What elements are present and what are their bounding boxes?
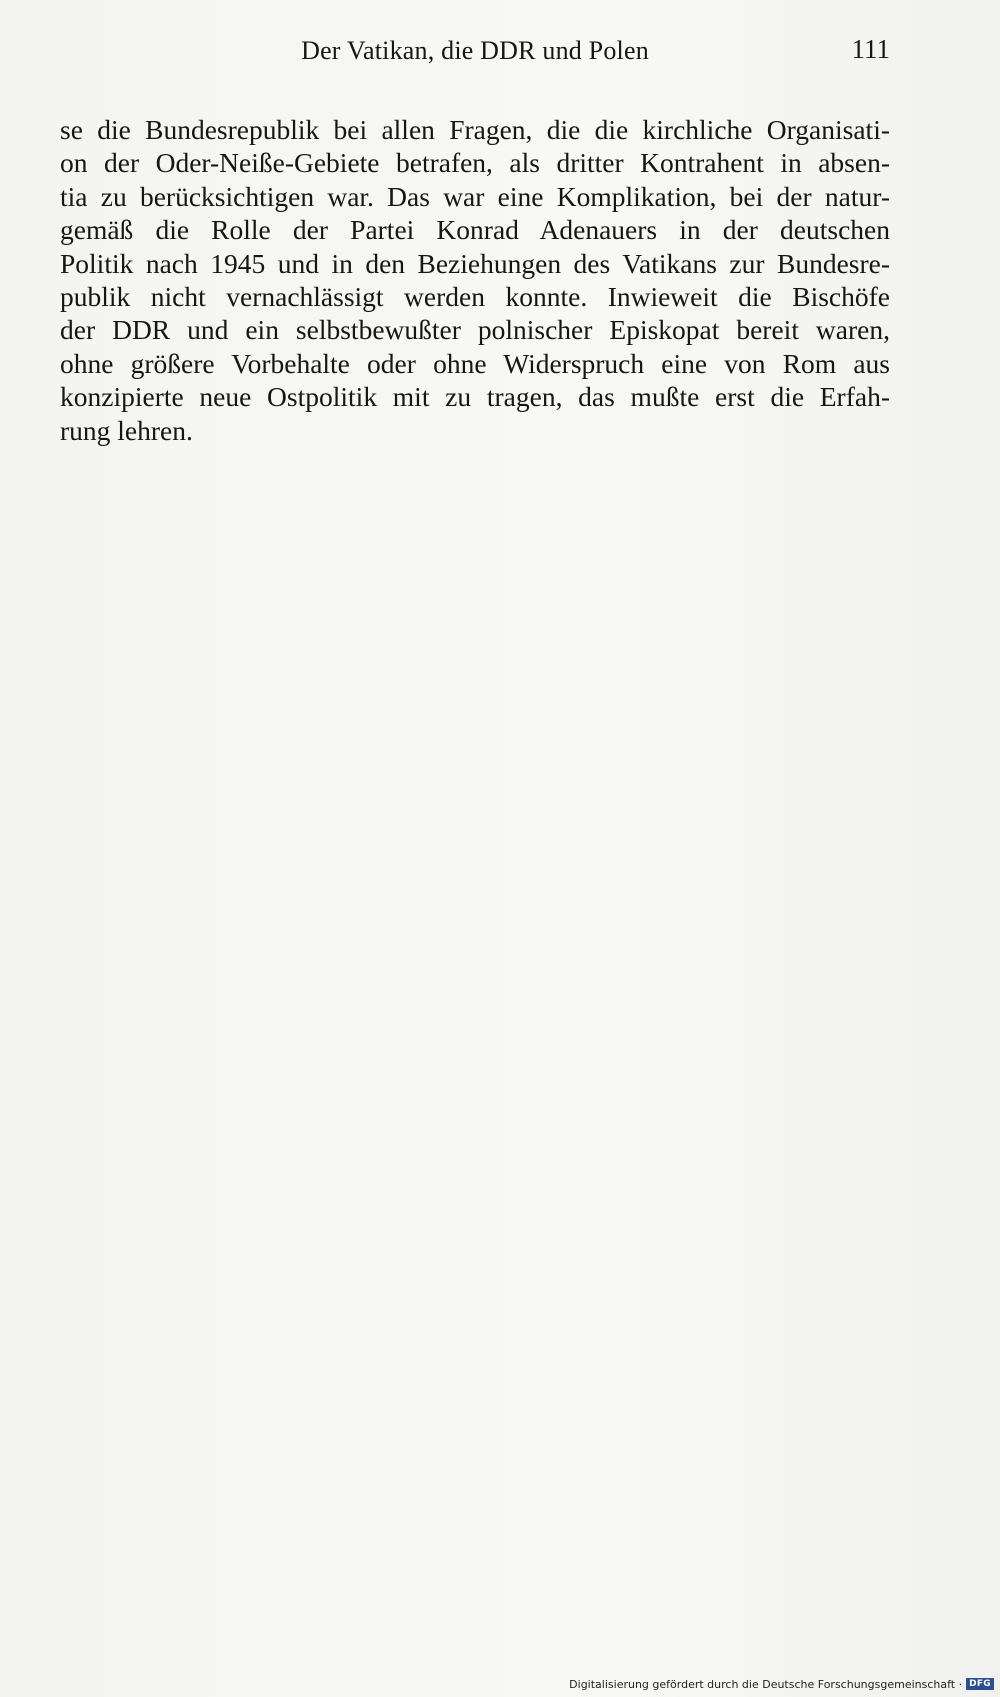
footer-credit: Digitalisierung gefördert durch die Deutsche Forschungsgemeinschaft ·	[569, 1677, 963, 1691]
running-head	[60, 36, 890, 76]
text-line: tia zu berücksichtigen war. Das war eine Komplikation, bei der natur-	[60, 180, 890, 212]
digitization-footer	[569, 1675, 994, 1693]
text-line: Politik nach 1945 und in den Beziehungen des Vatikans zur Bundesre-	[60, 247, 890, 279]
page-number: 111	[851, 34, 890, 64]
body-paragraph	[60, 113, 890, 447]
text-line: der DDR und ein selbstbewußter polnischer Episkopat bereit waren,	[60, 314, 890, 346]
text-line: on der Oder-Neiße-Gebiete betrafen, als dritter Kontrahent in absen-	[60, 147, 890, 179]
text-line: ohne größere Vorbehalte oder ohne Widerspruch eine von Rom aus	[60, 347, 890, 379]
text-line: konzipierte neue Ostpolitik mit zu tragen, das mußte erst die Erfah-	[60, 381, 890, 413]
text-line: gemäß die Rolle der Partei Konrad Adenauers in der deutschen	[60, 214, 890, 246]
text-line: rung lehren.	[60, 414, 193, 446]
dfg-logo: DFG	[966, 1678, 994, 1690]
text-line: se die Bundesrepublik bei allen Fragen, die die kirchliche Organisati-	[60, 114, 890, 145]
running-title: Der Vatikan, die DDR und Polen	[301, 36, 649, 65]
text-line: publik nicht vernachlässigt werden konnte. Inwieweit die Bischöfe	[60, 280, 890, 312]
